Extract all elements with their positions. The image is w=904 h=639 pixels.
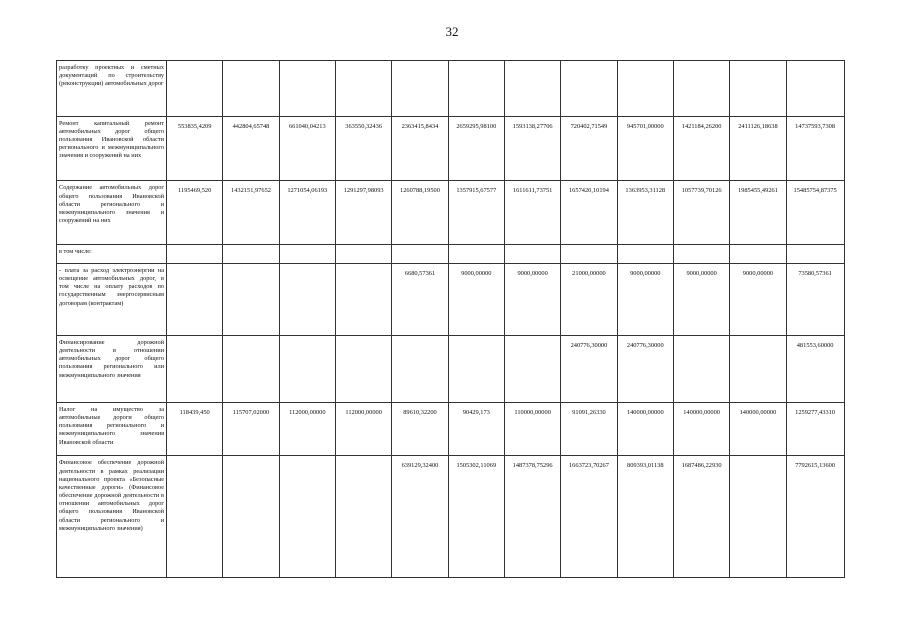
value-cell: 9000,00000 xyxy=(504,263,560,335)
value-cell: 140000,00000 xyxy=(673,402,729,456)
table-row xyxy=(57,61,845,117)
value-cell xyxy=(786,61,844,117)
table-row xyxy=(57,456,845,578)
value-cell xyxy=(279,335,335,402)
value-cell xyxy=(335,263,391,335)
row-label: Финансовое обеспечение дорожной деятельности в рамках реализации национального проекта «Безопасные качественные дороги» (Финансовое обеспечение дорожной деятельности в отношении автомобильных дорог общего пользования Ивановской области регионального и межмуниципального значения) xyxy=(57,456,167,578)
value-cell: 809393,01138 xyxy=(617,456,673,578)
value-cell: 363550,32436 xyxy=(335,116,391,181)
value-cell xyxy=(448,245,504,264)
value-cell: 240776,30000 xyxy=(617,335,673,402)
value-cell: 553835,4209 xyxy=(167,116,223,181)
value-cell xyxy=(561,61,617,117)
value-cell xyxy=(392,245,448,264)
value-cell xyxy=(673,61,729,117)
value-cell xyxy=(561,245,617,264)
table-row xyxy=(57,181,845,245)
table-row xyxy=(57,335,845,402)
value-cell xyxy=(223,335,279,402)
value-cell xyxy=(730,335,786,402)
value-cell: 1611611,73751 xyxy=(504,181,560,245)
value-cell xyxy=(223,456,279,578)
value-cell: 1357915,67577 xyxy=(448,181,504,245)
row-label: Ремонт капитальный ремонт автомобильных дорог общего пользования Ивановской области регионального и межмуниципального значения и сооружений на них xyxy=(57,116,167,181)
row-label: в том числе: xyxy=(57,245,167,264)
value-cell xyxy=(335,245,391,264)
value-cell xyxy=(786,245,844,264)
value-cell xyxy=(279,245,335,264)
value-cell xyxy=(223,263,279,335)
value-cell: 1487378,75296 xyxy=(504,456,560,578)
table-row xyxy=(57,245,845,264)
value-cell: 1260788,19500 xyxy=(392,181,448,245)
value-cell: 21000,00000 xyxy=(561,263,617,335)
value-cell: 15485754,87375 xyxy=(786,181,844,245)
value-cell: 1195469,520 xyxy=(167,181,223,245)
value-cell: 1657420,10194 xyxy=(561,181,617,245)
value-cell: 481553,60000 xyxy=(786,335,844,402)
value-cell: 6680,57361 xyxy=(392,263,448,335)
value-cell: 1687486,22930 xyxy=(673,456,729,578)
value-cell xyxy=(448,335,504,402)
value-cell xyxy=(392,61,448,117)
value-cell: 442804,65748 xyxy=(223,116,279,181)
value-cell: 1505302,11069 xyxy=(448,456,504,578)
value-cell xyxy=(167,335,223,402)
value-cell: 140000,00000 xyxy=(617,402,673,456)
value-cell: 118439,450 xyxy=(167,402,223,456)
value-cell xyxy=(167,263,223,335)
value-cell: 7792615,13600 xyxy=(786,456,844,578)
value-cell: 9000,00000 xyxy=(730,263,786,335)
value-cell: 9000,00000 xyxy=(673,263,729,335)
value-cell xyxy=(448,61,504,117)
value-cell xyxy=(335,456,391,578)
value-cell xyxy=(279,456,335,578)
row-label: - плата за расход электроэнергии на освещение автомобильных дорог, в том числе на оплату расходов по государственным энергосервисным договорам (контрактам) xyxy=(57,263,167,335)
value-cell: 1421184,26200 xyxy=(673,116,729,181)
value-cell: 1291297,98093 xyxy=(335,181,391,245)
value-cell xyxy=(730,456,786,578)
table-row xyxy=(57,263,845,335)
value-cell: 1259277,43310 xyxy=(786,402,844,456)
value-cell: 112000,00000 xyxy=(279,402,335,456)
value-cell: 90429,173 xyxy=(448,402,504,456)
value-cell: 2411126,18638 xyxy=(730,116,786,181)
value-cell xyxy=(673,245,729,264)
value-cell xyxy=(335,335,391,402)
value-cell xyxy=(279,263,335,335)
value-cell: 73580,57361 xyxy=(786,263,844,335)
value-cell: 2363415,8434 xyxy=(392,116,448,181)
value-cell: 9000,00000 xyxy=(448,263,504,335)
value-cell: 240776,30000 xyxy=(561,335,617,402)
row-label: Финансирование дорожной деятельности в отношении автомобильных дорог общего пользования регионального или межмуниципального значения xyxy=(57,335,167,402)
value-cell xyxy=(167,456,223,578)
value-cell: 1363953,31128 xyxy=(617,181,673,245)
value-cell: 639129,32400 xyxy=(392,456,448,578)
page-number: 32 xyxy=(445,24,459,39)
value-cell: 720402,71549 xyxy=(561,116,617,181)
value-cell xyxy=(617,61,673,117)
value-cell: 14737593,7308 xyxy=(786,116,844,181)
value-cell xyxy=(167,61,223,117)
value-cell xyxy=(673,335,729,402)
value-cell: 1432151,97652 xyxy=(223,181,279,245)
value-cell: 2659295,98100 xyxy=(448,116,504,181)
value-cell: 91091,26330 xyxy=(561,402,617,456)
value-cell: 140000,00000 xyxy=(730,402,786,456)
value-cell: 661040,04213 xyxy=(279,116,335,181)
value-cell: 1985455,49261 xyxy=(730,181,786,245)
value-cell xyxy=(167,245,223,264)
budget-table xyxy=(56,60,845,578)
value-cell xyxy=(617,245,673,264)
value-cell: 89610,32200 xyxy=(392,402,448,456)
value-cell: 1663723,70267 xyxy=(561,456,617,578)
table-row xyxy=(57,402,845,456)
value-cell xyxy=(279,61,335,117)
value-cell xyxy=(730,61,786,117)
value-cell: 112000,00000 xyxy=(335,402,391,456)
value-cell: 9000,00000 xyxy=(617,263,673,335)
value-cell: 1057739,70126 xyxy=(673,181,729,245)
value-cell xyxy=(504,245,560,264)
value-cell: 110000,00000 xyxy=(504,402,560,456)
value-cell xyxy=(730,245,786,264)
value-cell: 945701,00000 xyxy=(617,116,673,181)
value-cell xyxy=(223,245,279,264)
value-cell: 115707,02000 xyxy=(223,402,279,456)
table-body xyxy=(57,61,845,578)
value-cell xyxy=(504,335,560,402)
row-label: разработку проектных и сметных документаций по строительству (реконструкции) автомобильных дорог xyxy=(57,61,167,117)
value-cell xyxy=(504,61,560,117)
value-cell: 1271054,06193 xyxy=(279,181,335,245)
value-cell xyxy=(335,61,391,117)
table-row xyxy=(57,116,845,181)
row-label: Содержание автомобильных дорог общего пользования Ивановской области регионального и межмуниципального значения и сооружений на них xyxy=(57,181,167,245)
value-cell xyxy=(392,335,448,402)
row-label: Налог на имущество за автомобильные дороги общего пользования регионального и межмуниципального значения Ивановской области xyxy=(57,402,167,456)
value-cell: 1593138,27706 xyxy=(504,116,560,181)
value-cell xyxy=(223,61,279,117)
